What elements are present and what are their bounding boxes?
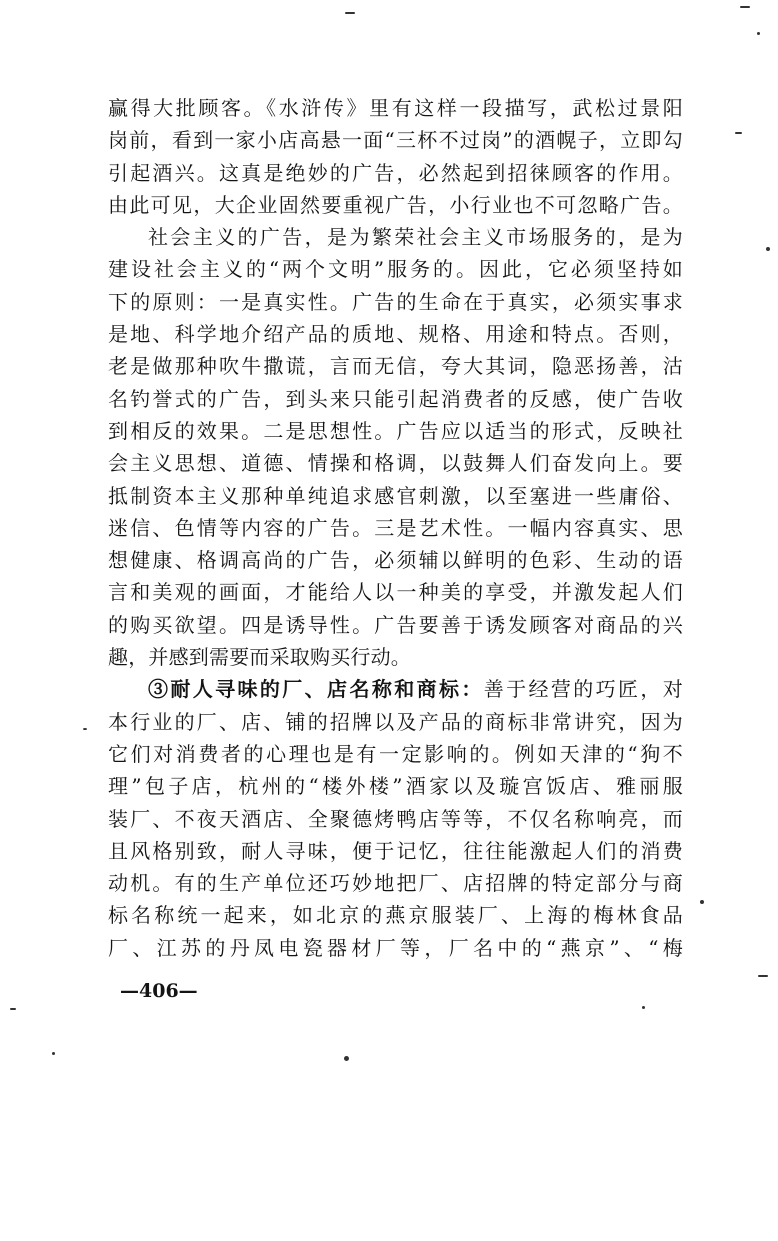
text-line: 标名称统一起来，如北京的燕京服装厂、上海的梅林食品 — [108, 903, 683, 928]
text-line: 装厂、不夜天酒店、全聚德烤鸭店等等，不仅名称响亮，而 — [108, 806, 683, 831]
scan-speck — [700, 900, 704, 904]
text-line: 到相反的效果。二是思想性。广告应以适当的形式，反映社 — [108, 418, 683, 443]
page-number: —406— — [120, 980, 198, 1002]
text-line: 名钓誉式的广告，到头来只能引起消费者的反感，使广告收 — [108, 386, 683, 411]
text-line: 建设社会主义的“两个文明”服务的。因此，它必须坚持如 — [108, 257, 683, 282]
section-3-rest: 善于经营的巧匠，对 — [483, 677, 683, 702]
text-line: 且风格别致，耐人寻味，便于记忆，往往能激起人们的消费 — [108, 838, 683, 863]
text-line: 是地、科学地介绍产品的质地、规格、用途和特点。否则， — [108, 322, 683, 347]
text-line: 抵制资本主义那种单纯追求感官刺激，以至塞进一些庸俗、 — [108, 483, 683, 508]
scan-speck — [10, 1008, 16, 1010]
text-line: 的购买欲望。四是诱导性。广告要善于诱发顾客对商品的兴 — [108, 612, 683, 637]
scan-speck — [344, 1056, 349, 1061]
text-line: 由此可见，大企业固然要重视广告，小行业也不可忽略广告。 — [108, 192, 683, 217]
scan-speck — [757, 32, 760, 35]
text-line: 赢得大批顾客。《水浒传》里有这样一段描写，武松过景阳 — [108, 96, 683, 120]
section-3-heading-line — [108, 673, 683, 705]
scan-speck — [83, 728, 87, 730]
section-3-lead: ③耐人寻味的厂、店名称和商标： — [148, 677, 484, 702]
text-line: 理”包子店，杭州的“楼外楼”酒家以及璇宫饭店、雅丽服 — [108, 774, 683, 799]
text-line: 迷信、色情等内容的广告。三是艺术性。一幅内容真实、思 — [108, 515, 683, 540]
text-line: 社会主义的广告，是为繁荣社会主义市场服务的，是为 — [148, 225, 683, 250]
scan-speck — [735, 132, 742, 134]
scan-speck — [766, 247, 770, 251]
scan-speck — [758, 975, 768, 977]
text-line: 趣，并感到需要而采取购买行动。 — [108, 645, 411, 670]
text-line: 引起酒兴。这真是绝妙的广告，必然起到招徕顾客的作用。 — [108, 160, 683, 185]
text-line: 老是做那种吹牛撒谎，言而无信，夸大其词，隐恶扬善，沽 — [108, 354, 683, 379]
text-line: 本行业的厂、店、铺的招牌以及产品的商标非常讲究，因为 — [108, 709, 683, 734]
text-line: 它们对消费者的心理也是有一定影响的。例如天津的“狗不 — [108, 741, 683, 766]
scan-speck — [642, 1006, 645, 1009]
text-line: 下的原则：一是真实性。广告的生命在于真实，必须实事求 — [108, 289, 683, 314]
text-line: 动机。有的生产单位还巧妙地把厂、店招牌的特定部分与商 — [108, 871, 683, 896]
text-line: 岗前，看到一家小店高悬一面“三杯不过岗”的酒幌子，立即勾 — [108, 128, 683, 153]
text-line: 言和美观的画面，才能给人以一种美的享受，并激发起人们 — [108, 580, 683, 605]
scan-speck — [740, 6, 750, 8]
body-text — [108, 92, 683, 964]
scan-speck — [345, 12, 355, 14]
text-line: 会主义思想、道德、情操和格调，以鼓舞人们奋发向上。要 — [108, 451, 683, 476]
text-line: 厂、江苏的丹凤电瓷器材厂等，厂名中的“燕京”、“梅 — [108, 935, 683, 960]
scan-speck — [52, 1052, 55, 1055]
text-line: 想健康、格调高尚的广告，必须辅以鲜明的色彩、生动的语 — [108, 548, 683, 573]
